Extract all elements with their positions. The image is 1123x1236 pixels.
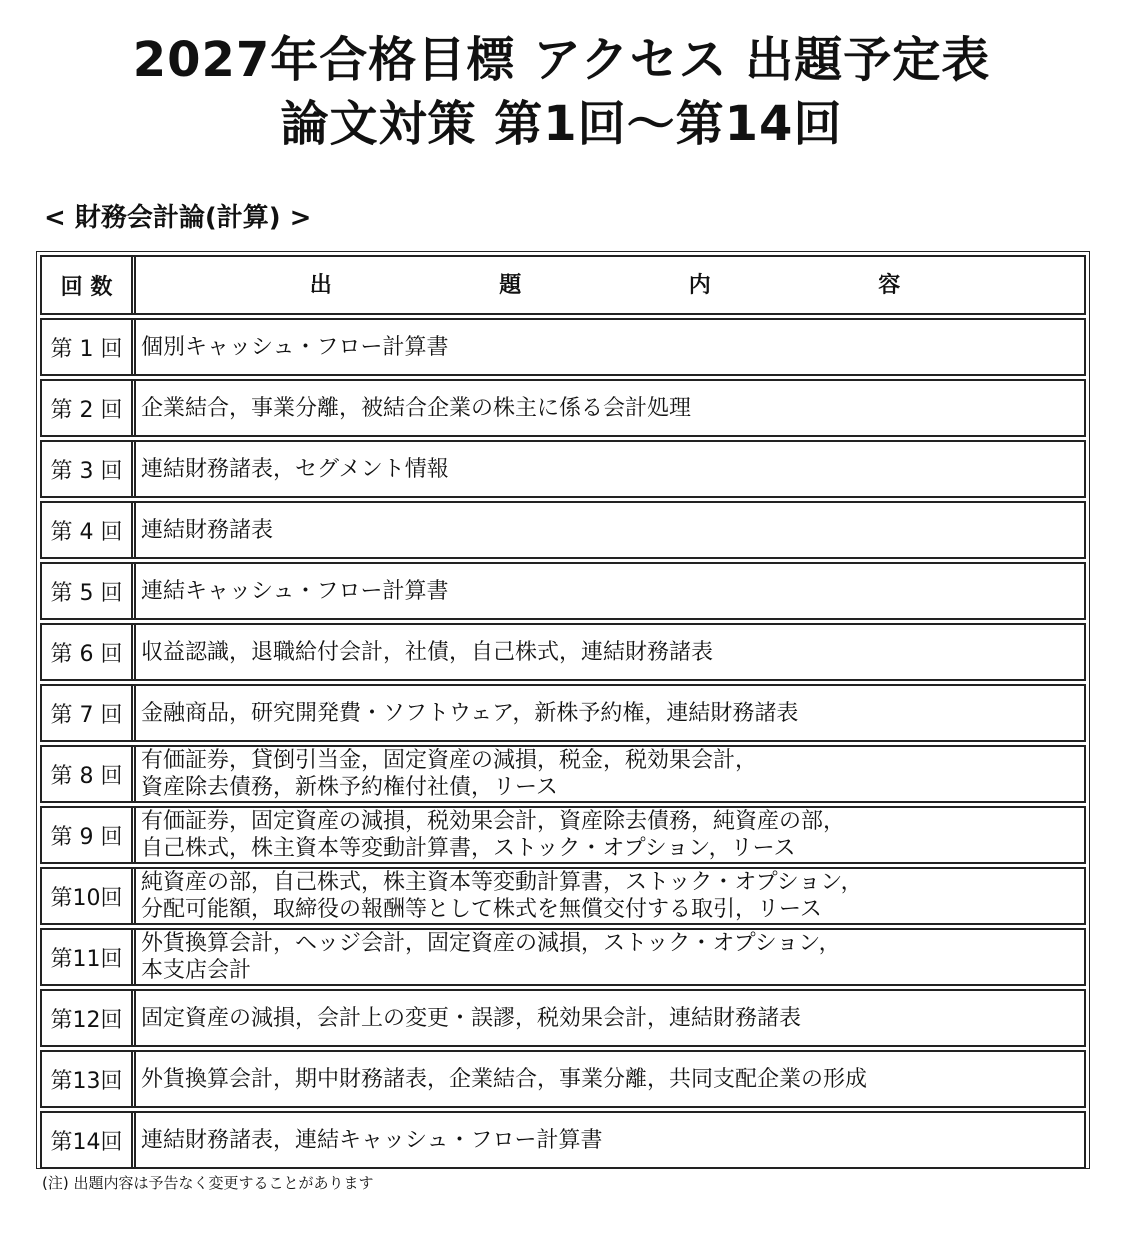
topic-cell	[136, 991, 1084, 1045]
table-row	[40, 684, 1086, 742]
table-row	[40, 440, 1086, 498]
topic-cell	[136, 747, 1084, 801]
topic-cell	[136, 564, 1084, 618]
header-content-cell	[136, 257, 1084, 313]
topic-line: 個別キャッシュ・フロー計算書	[141, 334, 449, 360]
table-row	[40, 501, 1086, 559]
session-number-cell: 第14回	[42, 1113, 136, 1167]
topic-cell	[136, 1113, 1084, 1167]
topic-line: 連結財務諸表，連結キャッシュ・フロー計算書	[141, 1127, 603, 1153]
topic-cell	[136, 686, 1084, 740]
header-char: 内	[688, 272, 711, 298]
topic-cell	[136, 1052, 1084, 1106]
table-header-row	[40, 255, 1086, 315]
session-number-cell: 第 1 回	[42, 320, 136, 374]
topic-cell	[136, 442, 1084, 496]
table-row	[40, 867, 1086, 925]
topic-cell	[136, 930, 1084, 984]
topic-line: 金融商品，研究開発費・ソフトウェア，新株予約権，連結財務諸表	[141, 700, 799, 726]
header-num-cell: 回 数	[42, 257, 136, 313]
header-char: 容	[878, 272, 901, 298]
session-number-cell: 第 4 回	[42, 503, 136, 557]
topic-cell	[136, 869, 1084, 923]
header-char: 題	[499, 272, 522, 298]
table-row	[40, 623, 1086, 681]
topic-cell	[136, 381, 1084, 435]
session-number-cell: 第 6 回	[42, 625, 136, 679]
topic-line: 外貨換算会計，ヘッジ会計，固定資産の減損，ストック・オプション，	[141, 931, 841, 956]
session-number-cell: 第 2 回	[42, 381, 136, 435]
topic-line: 有価証券，貸倒引当金，固定資産の減損，税金，税効果会計，	[141, 748, 758, 773]
topic-line: 分配可能額，取締役の報酬等として株式を無償交付する取引，リース	[141, 897, 822, 922]
topic-line: 固定資産の減損，会計上の変更・誤謬，税効果会計，連結財務諸表	[141, 1005, 802, 1031]
session-number-cell: 第12回	[42, 991, 136, 1045]
header-char: 出	[309, 272, 332, 298]
table-row	[40, 1050, 1086, 1108]
table-row	[40, 806, 1086, 864]
table-row	[40, 745, 1086, 803]
topic-line: 外貨換算会計，期中財務諸表，企業結合，事業分離，共同支配企業の形成	[141, 1066, 868, 1092]
table-row	[40, 1111, 1086, 1169]
topic-line: 連結財務諸表	[141, 517, 274, 543]
topic-line: 有価証券，固定資産の減損，税効果会計，資産除去債務，純資産の部，	[141, 809, 846, 834]
session-number-cell: 第 3 回	[42, 442, 136, 496]
table-row	[40, 928, 1086, 986]
session-number-cell: 第 5 回	[42, 564, 136, 618]
topic-line: 純資産の部，自己株式，株主資本等変動計算書，ストック・オプション，	[141, 870, 863, 895]
session-number-cell: 第 7 回	[42, 686, 136, 740]
page-subtitle: 論文対策 第1回〜第14回	[280, 96, 843, 152]
session-number-cell: 第 8 回	[42, 747, 136, 801]
table-row	[40, 379, 1086, 437]
table-row	[40, 318, 1086, 376]
topic-line: 企業結合，事業分離，被結合企業の株主に係る会計処理	[141, 395, 692, 421]
session-number-cell: 第 9 回	[42, 808, 136, 862]
topic-line: 連結キャッシュ・フロー計算書	[141, 578, 449, 604]
topic-cell	[136, 808, 1084, 862]
table-row	[40, 562, 1086, 620]
topic-line: 資産除去債務，新株予約権付社債，リース	[141, 775, 558, 800]
table-body	[40, 318, 1086, 1169]
schedule-table	[36, 251, 1090, 1169]
session-number-cell: 第11回	[42, 930, 136, 984]
page-title: 2027年合格目標 アクセス 出題予定表	[132, 32, 991, 88]
session-number-cell: 第10回	[42, 869, 136, 923]
topic-line: 自己株式，株主資本等変動計算書，ストック・オプション，リース	[141, 836, 796, 861]
topic-cell	[136, 503, 1084, 557]
topic-cell	[136, 625, 1084, 679]
topic-line: 収益認識，退職給付会計，社債，自己株式，連結財務諸表	[141, 639, 714, 665]
session-number-cell: 第13回	[42, 1052, 136, 1106]
table-row	[40, 989, 1086, 1047]
section-label: < 財務会計論(計算) >	[44, 203, 312, 233]
footnote: (注) 出題内容は予告なく変更することがあります	[42, 1174, 374, 1192]
topic-line: 本支店会計	[141, 958, 252, 983]
topic-line: 連結財務諸表，セグメント情報	[141, 456, 449, 482]
topic-cell	[136, 320, 1084, 374]
